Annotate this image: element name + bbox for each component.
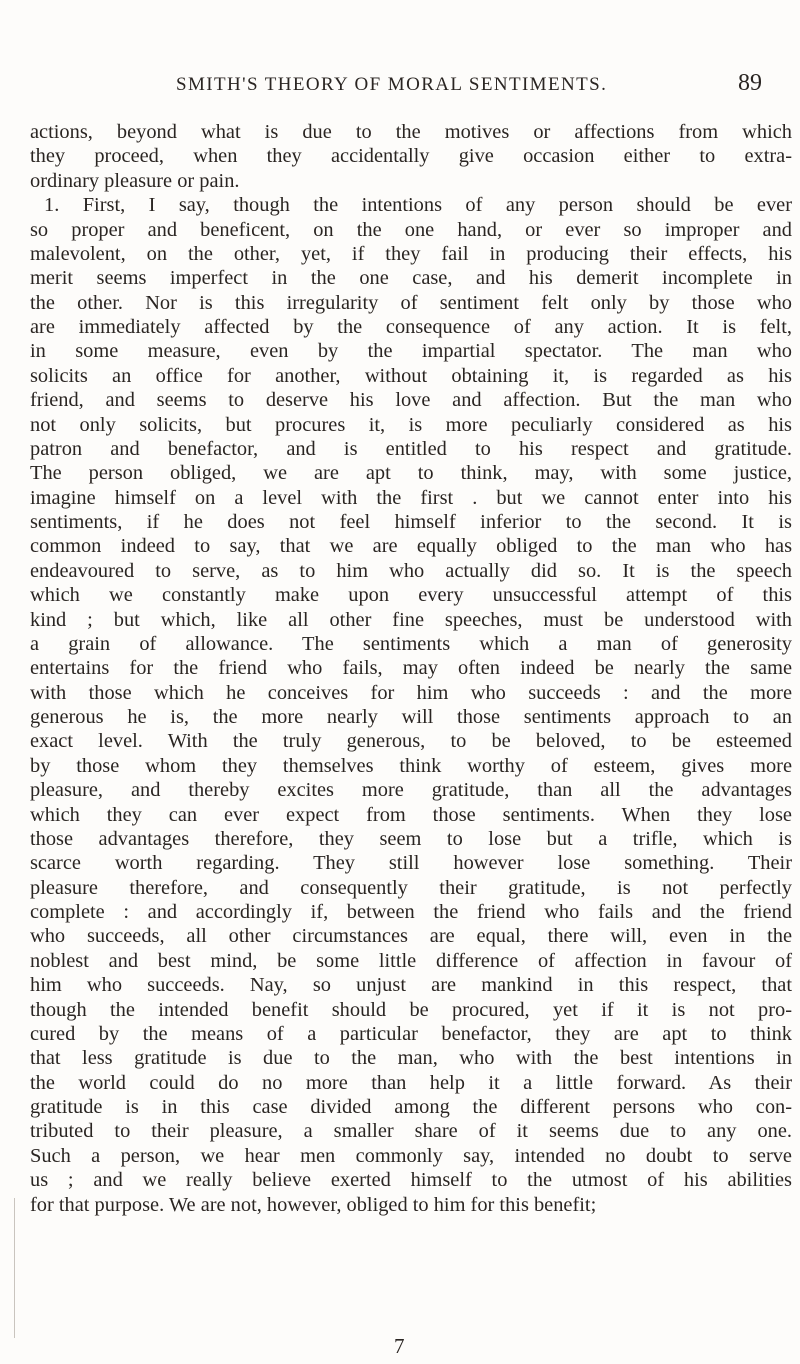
running-head: SMITH'S THEORY OF MORAL SENTIMENTS. [176,74,608,95]
text-line: pleasure therefore, and consequently their gratitude, is not perfectly [30,876,792,899]
text-line: endeavoured to serve, as to him who actually did so. It is the speech [30,559,792,582]
text-line: solicits an office for another, without obtaining it, is regarded as his [30,364,792,387]
text-line: that less gratitude is due to the man, who with the best intentions in [30,1047,792,1070]
text-line: pleasure, and thereby excites more gratitude, than all the advantages [30,779,792,802]
text-line: exact level. With the truly generous, to be beloved, to be esteemed [30,730,792,753]
text-line: which they can ever expect from those sentiments. When they lose [30,803,792,826]
text-line: imagine himself on a level with the first . but we cannot enter into his [30,486,792,509]
body-text [30,120,792,1217]
text-line: scarce worth regarding. They still however lose something. Their [30,852,792,875]
text-line: though the intended benefit should be procured, yet if it is not pro- [30,998,792,1021]
page-header [0,70,800,104]
text-line: Such a person, we hear men commonly say, intended no doubt to serve [30,1144,792,1167]
text-line: patron and benefactor, and is entitled to his respect and gratitude. [30,437,792,460]
text-line: sentiments, if he does not feel himself inferior to the second. It is [30,511,792,533]
binding-edge [14,1198,15,1338]
text-line: who succeeds, all other circumstances are equal, there will, even in the [30,925,792,948]
text-line: friend, and seems to deserve his love and affection. But the man who [30,389,792,412]
text-line: those advantages therefore, they seem to lose but a trifle, which is [30,827,792,850]
text-line: common indeed to say, that we are equally obliged to the man who has [30,535,792,558]
page-number: 89 [738,70,762,96]
text-line: generous he is, the more nearly will those sentiments approach to an [30,706,792,728]
text-line: the world could do no more than help it a little forward. As their [30,1071,792,1094]
text-line: for that purpose. We are not, however, obliged to him for this benefit; [30,1193,597,1216]
signature-mark: 7 [394,1334,405,1358]
text-line: malevolent, on the other, yet, if they fail in producing their effects, his [30,242,792,265]
text-line: so proper and beneficent, on the one hand, or ever so improper and [30,218,792,241]
text-line: cured by the means of a particular benefactor, they are apt to think [30,1022,792,1045]
text-line: actions, beyond what is due to the motives or affections from which [30,121,792,143]
text-line: by those whom they themselves think worthy of esteem, gives more [30,754,792,777]
text-line: merit seems imperfect in the one case, and his demerit incomplete in [30,267,792,290]
text-line: are immediately affected by the consequence of any action. It is felt, [30,316,792,338]
text-line: noblest and best mind, be some little difference of affection in favour of [30,949,792,972]
text-line: in some measure, even by the impartial spectator. The man who [30,340,792,363]
text-line: complete : and accordingly if, between the friend who fails and the friend [30,901,792,923]
text-line: gratitude is in this case divided among the different persons who con- [30,1096,792,1118]
text-line: not only solicits, but procures it, is more peculiarly considered as his [30,413,792,436]
text-line: The person obliged, we are apt to think, may, with some justice, [30,462,792,485]
text-line: with those which he conceives for him who succeeds : and the more [30,681,792,704]
text-line: tributed to their pleasure, a smaller share of it seems due to any one. [30,1120,792,1143]
text-line: they proceed, when they accidentally give occasion either to extra- [30,145,792,168]
text-line: a grain of allowance. The sentiments which a man of generosity [30,632,792,655]
text-line: us ; and we really believe exerted himself to the utmost of his abilities [30,1169,792,1192]
text-line: the other. Nor is this irregularity of sentiment felt only by those who [30,291,792,314]
text-line: kind ; but which, like all other fine speeches, must be understood with [30,608,792,631]
text-line: him who succeeds. Nay, so unjust are mankind in this respect, that [30,974,792,997]
text-line: entertains for the friend who fails, may often indeed be nearly the same [30,657,792,680]
text-line: which we constantly make upon every unsuccessful attempt of this [30,584,792,607]
text-line: 1. First, I say, though the intentions of any person should be ever [44,194,792,217]
text-line: ordinary pleasure or pain. [30,169,240,192]
